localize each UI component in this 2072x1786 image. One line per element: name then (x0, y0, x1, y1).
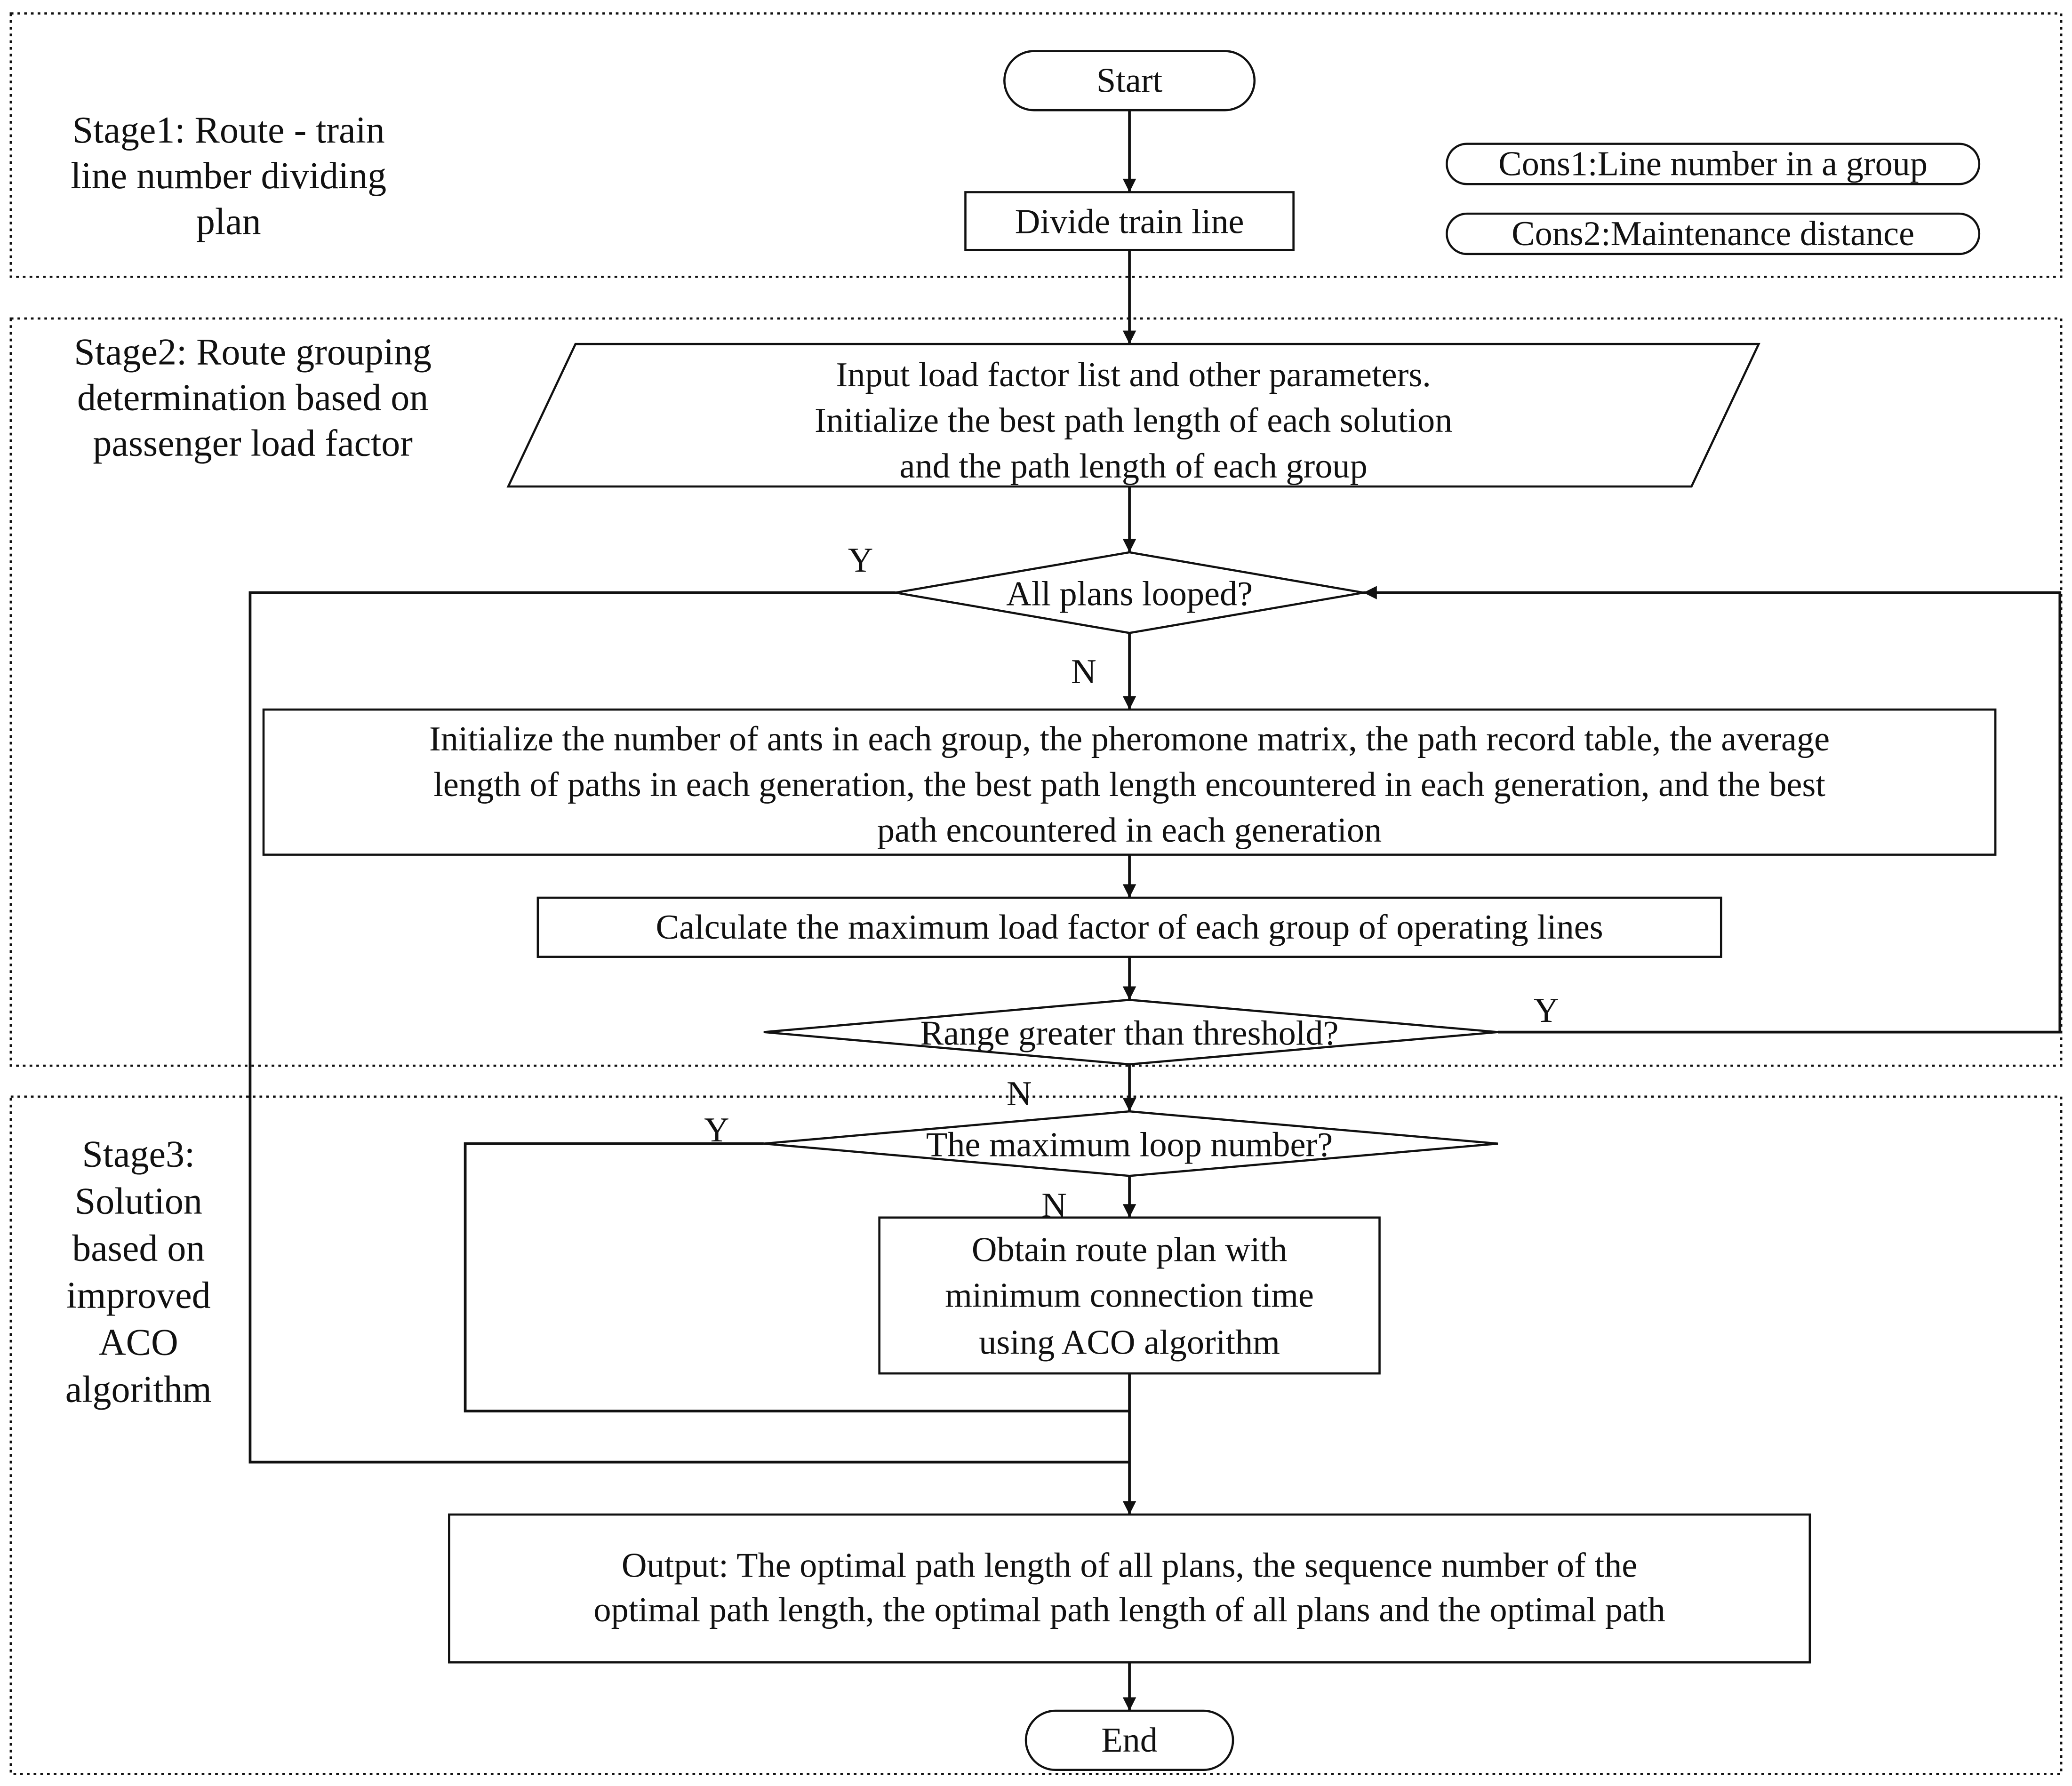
stage3-container (11, 1097, 2061, 1774)
input-label-line: Input load factor list and other parameters. (836, 355, 1431, 394)
branch-label-max-loop-no: N (1041, 1186, 1067, 1225)
branch-label-range-yes: Y (1533, 991, 1559, 1030)
arrowhead (1123, 1697, 1136, 1711)
output-label-line: optimal path length, the optimal path length of all plans and the optimal path (593, 1590, 1665, 1629)
output-process (449, 1515, 1810, 1662)
range-threshold-label: Range greater than threshold? (920, 1014, 1339, 1053)
start-label: Start (1096, 61, 1163, 100)
stage3-label-line: improved (66, 1275, 211, 1316)
stage3-label-line: Stage3: (82, 1133, 195, 1175)
stage1-label-line: line number dividing (71, 155, 387, 197)
input-label-line: and the path length of each group (899, 447, 1368, 486)
arrowhead (1123, 884, 1136, 898)
arrowhead (1123, 539, 1136, 552)
aco-label-line: Obtain route plan with (971, 1230, 1288, 1269)
cons1-label: Cons1:Line number in a group (1498, 144, 1928, 183)
aco-label-line: minimum connection time (945, 1276, 1314, 1315)
arrowhead (1123, 179, 1136, 192)
arrowhead (1123, 1501, 1136, 1515)
cons2-label: Cons2:Maintenance distance (1512, 215, 1915, 253)
stage1-label-line: plan (196, 201, 261, 243)
stage3-label-line: ACO (98, 1322, 178, 1363)
stage2-label-line: Stage2: Route grouping (74, 331, 432, 373)
all-plans-looped-label: All plans looped? (1006, 574, 1253, 614)
initialize-ants-label-line: length of paths in each generation, the best path length encountered in each generation, and the best (433, 765, 1825, 805)
calculate-load-factor-label: Calculate the maximum load factor of each group of operating lines (656, 908, 1603, 947)
stage2-label-line: determination based on (77, 377, 429, 419)
aco-label-line: using ACO algorithm (979, 1323, 1280, 1362)
branch-label-range-no: N (1006, 1075, 1032, 1114)
arrowhead (1363, 586, 1377, 599)
stage3-label-line: algorithm (65, 1369, 212, 1411)
end-label: End (1101, 1721, 1158, 1760)
input-label-line: Initialize the best path length of each solution (815, 401, 1453, 440)
arrowhead (1123, 696, 1136, 710)
stage3-label-line: based on (72, 1228, 205, 1269)
arrowhead (1123, 331, 1136, 344)
initialize-ants-label-line: path encountered in each generation (877, 811, 1382, 850)
arrowhead (1123, 1204, 1136, 1218)
stage3-label-line: Solution (74, 1180, 202, 1222)
stage1-label-line: Stage1: Route - train (72, 110, 385, 151)
arrowhead (1123, 1098, 1136, 1112)
branch-label-all-plans-no: N (1071, 653, 1096, 692)
divide-train-line-label: Divide train line (1015, 202, 1244, 241)
stage2-label-line: passenger load factor (93, 423, 413, 464)
initialize-ants-label-line: Initialize the number of ants in each group, the pheromone matrix, the path record table, the average (429, 719, 1830, 758)
branch-label-all-plans-yes: Y (848, 541, 873, 580)
output-label-line: Output: The optimal path length of all plans, the sequence number of the (621, 1546, 1638, 1585)
arrowhead (1123, 987, 1136, 1000)
branch-label-max-loop-yes: Y (704, 1111, 729, 1150)
max-loop-label: The maximum loop number? (926, 1125, 1333, 1164)
